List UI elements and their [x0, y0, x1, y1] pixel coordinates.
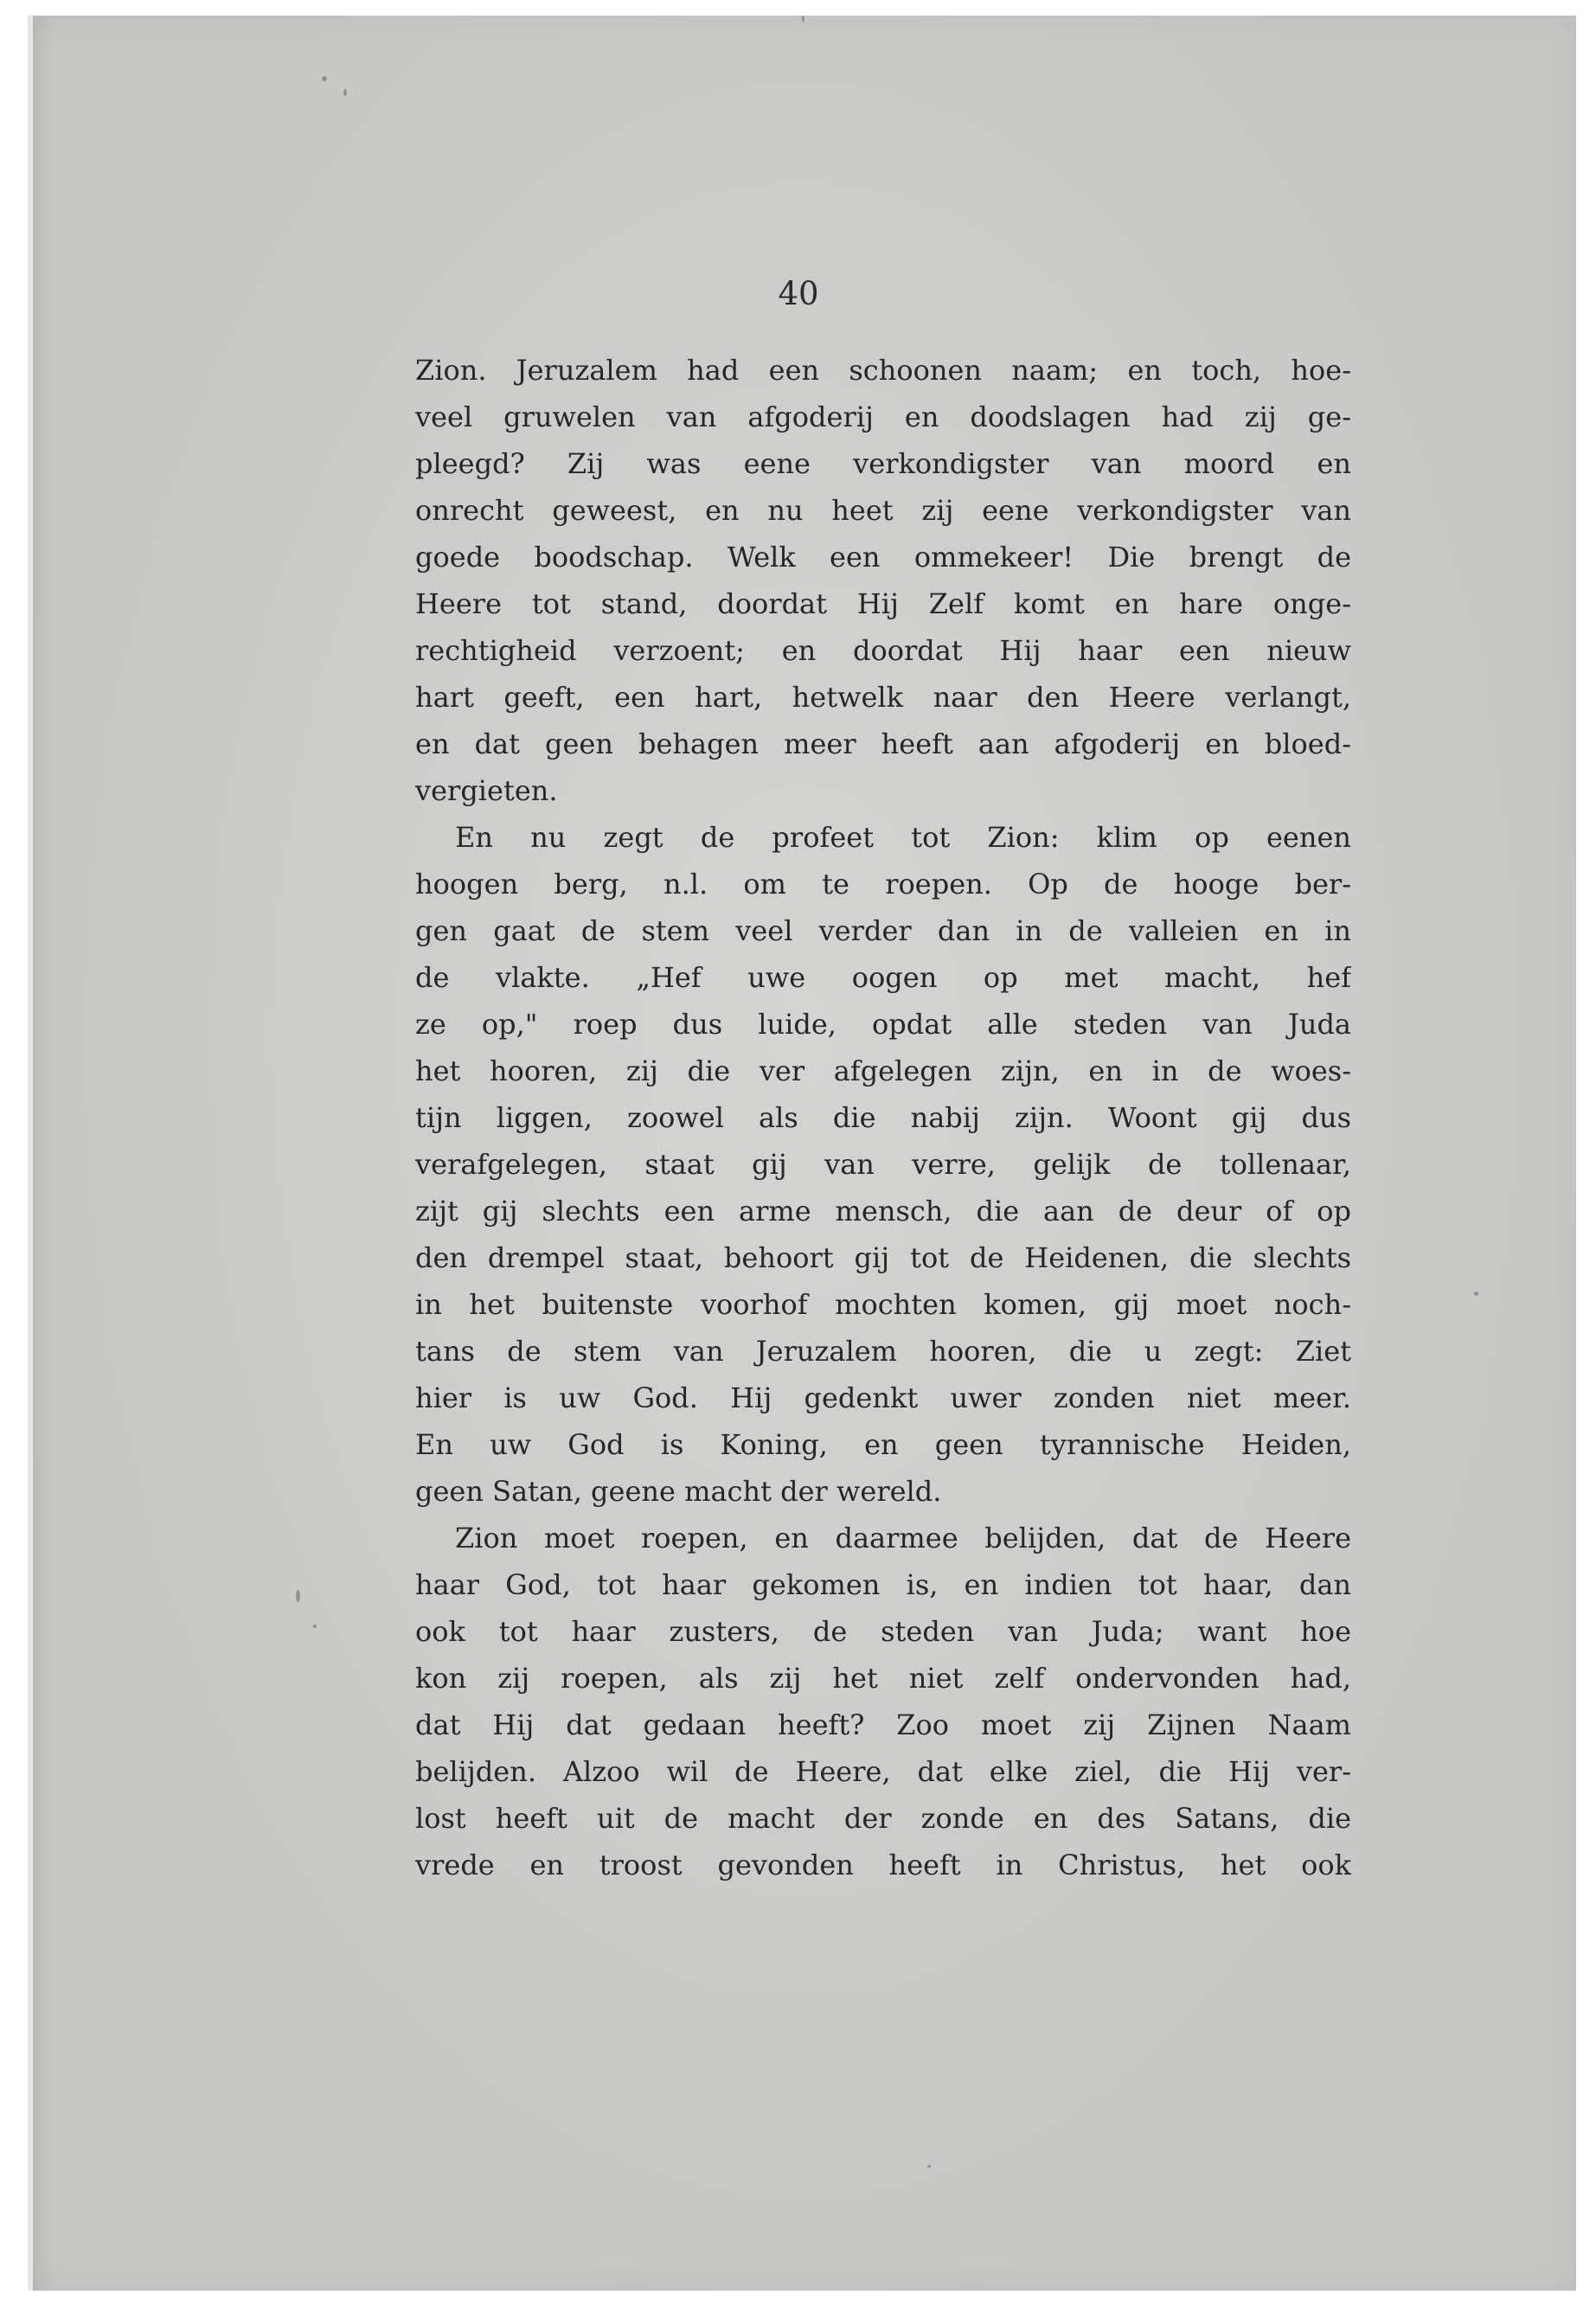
- page-edge: [28, 16, 33, 2291]
- text-line: den drempel staat, behoort gij tot de Heidenen, die slechts: [415, 1241, 1351, 1274]
- speck-mark: [343, 89, 347, 96]
- text-line: gen gaat de stem veel verder dan in de valleien en in: [415, 914, 1351, 947]
- body-text: [415, 347, 1351, 1888]
- text-line: zijt gij slechts een arme mensch, die aan de deur of op: [415, 1195, 1351, 1227]
- speck-mark: [1474, 1292, 1478, 1296]
- text-line: ze op," roep dus luide, opdat alle steden van Juda: [415, 1008, 1351, 1041]
- text-line: vergieten.: [415, 774, 558, 807]
- text-line: tijn liggen, zoowel als die nabij zijn. Woont gij dus: [415, 1101, 1351, 1134]
- text-line: pleegd? Zij was eene verkondigster van moord en: [415, 447, 1351, 480]
- text-line: Heere tot stand, doordat Hij Zelf komt en hare onge-: [415, 587, 1351, 620]
- text-line: goede boodschap. Welk een ommekeer! Die brengt de: [415, 541, 1351, 574]
- speck-mark: [313, 1625, 317, 1628]
- text-line: En uw God is Koning, en geen tyrannische Heiden,: [415, 1428, 1351, 1461]
- speck-mark: [296, 1590, 300, 1602]
- text-line: kon zij roepen, als zij het niet zelf ondervonden had,: [415, 1662, 1351, 1695]
- text-line: vrede en troost gevonden heeft in Christus, het ook: [415, 1849, 1351, 1881]
- text-line: geen Satan, geene macht der wereld.: [415, 1475, 942, 1508]
- text-line: ook tot haar zusters, de steden van Juda; want hoe: [415, 1615, 1351, 1648]
- text-line: lost heeft uit de macht der zonde en des Satans, die: [415, 1802, 1351, 1835]
- text-line: belijden. Alzoo wil de Heere, dat elke ziel, die Hij ver-: [415, 1755, 1351, 1788]
- text-line: En nu zegt de profeet tot Zion: klim op eenen: [455, 821, 1351, 854]
- page-number: 40: [778, 275, 819, 312]
- text-line: Zion. Jeruzalem had een schoonen naam; en toch, hoe-: [415, 354, 1351, 387]
- text-line: hoogen berg, n.l. om te roepen. Op de hooge ber-: [415, 868, 1351, 901]
- text-line: hier is uw God. Hij gedenkt uwer zonden niet meer.: [415, 1381, 1351, 1414]
- text-line: haar God, tot haar gekomen is, en indien tot haar, dan: [415, 1568, 1351, 1601]
- text-line: rechtigheid verzoent; en doordat Hij haar een nieuw: [415, 634, 1351, 667]
- text-line: in het buitenste voorhof mochten komen, gij moet noch-: [415, 1288, 1351, 1321]
- speck-mark: [927, 2165, 931, 2168]
- text-line: de vlakte. „Hef uwe oogen op met macht, hef: [415, 961, 1351, 994]
- book-page: [28, 16, 1576, 2291]
- text-line: en dat geen behagen meer heeft aan afgoderij en bloed-: [415, 727, 1351, 760]
- text-line: onrecht geweest, en nu heet zij eene verkondigster van: [415, 494, 1351, 527]
- text-line: hart geeft, een hart, hetwelk naar den Heere verlangt,: [415, 681, 1351, 714]
- text-line: Zion moet roepen, en daarmee belijden, dat de Heere: [455, 1522, 1351, 1554]
- text-line: dat Hij dat gedaan heeft? Zoo moet zij Zijnen Naam: [415, 1708, 1351, 1741]
- text-line: het hooren, zij die ver afgelegen zijn, en in de woes-: [415, 1054, 1351, 1087]
- text-line: veel gruwelen van afgoderij en doodslagen had zij ge-: [415, 401, 1351, 433]
- speck-mark: [802, 16, 804, 22]
- text-line: tans de stem van Jeruzalem hooren, die u zegt: Ziet: [415, 1335, 1351, 1368]
- speck-mark: [322, 76, 327, 81]
- text-line: verafgelegen, staat gij van verre, gelijk de tollenaar,: [415, 1148, 1351, 1181]
